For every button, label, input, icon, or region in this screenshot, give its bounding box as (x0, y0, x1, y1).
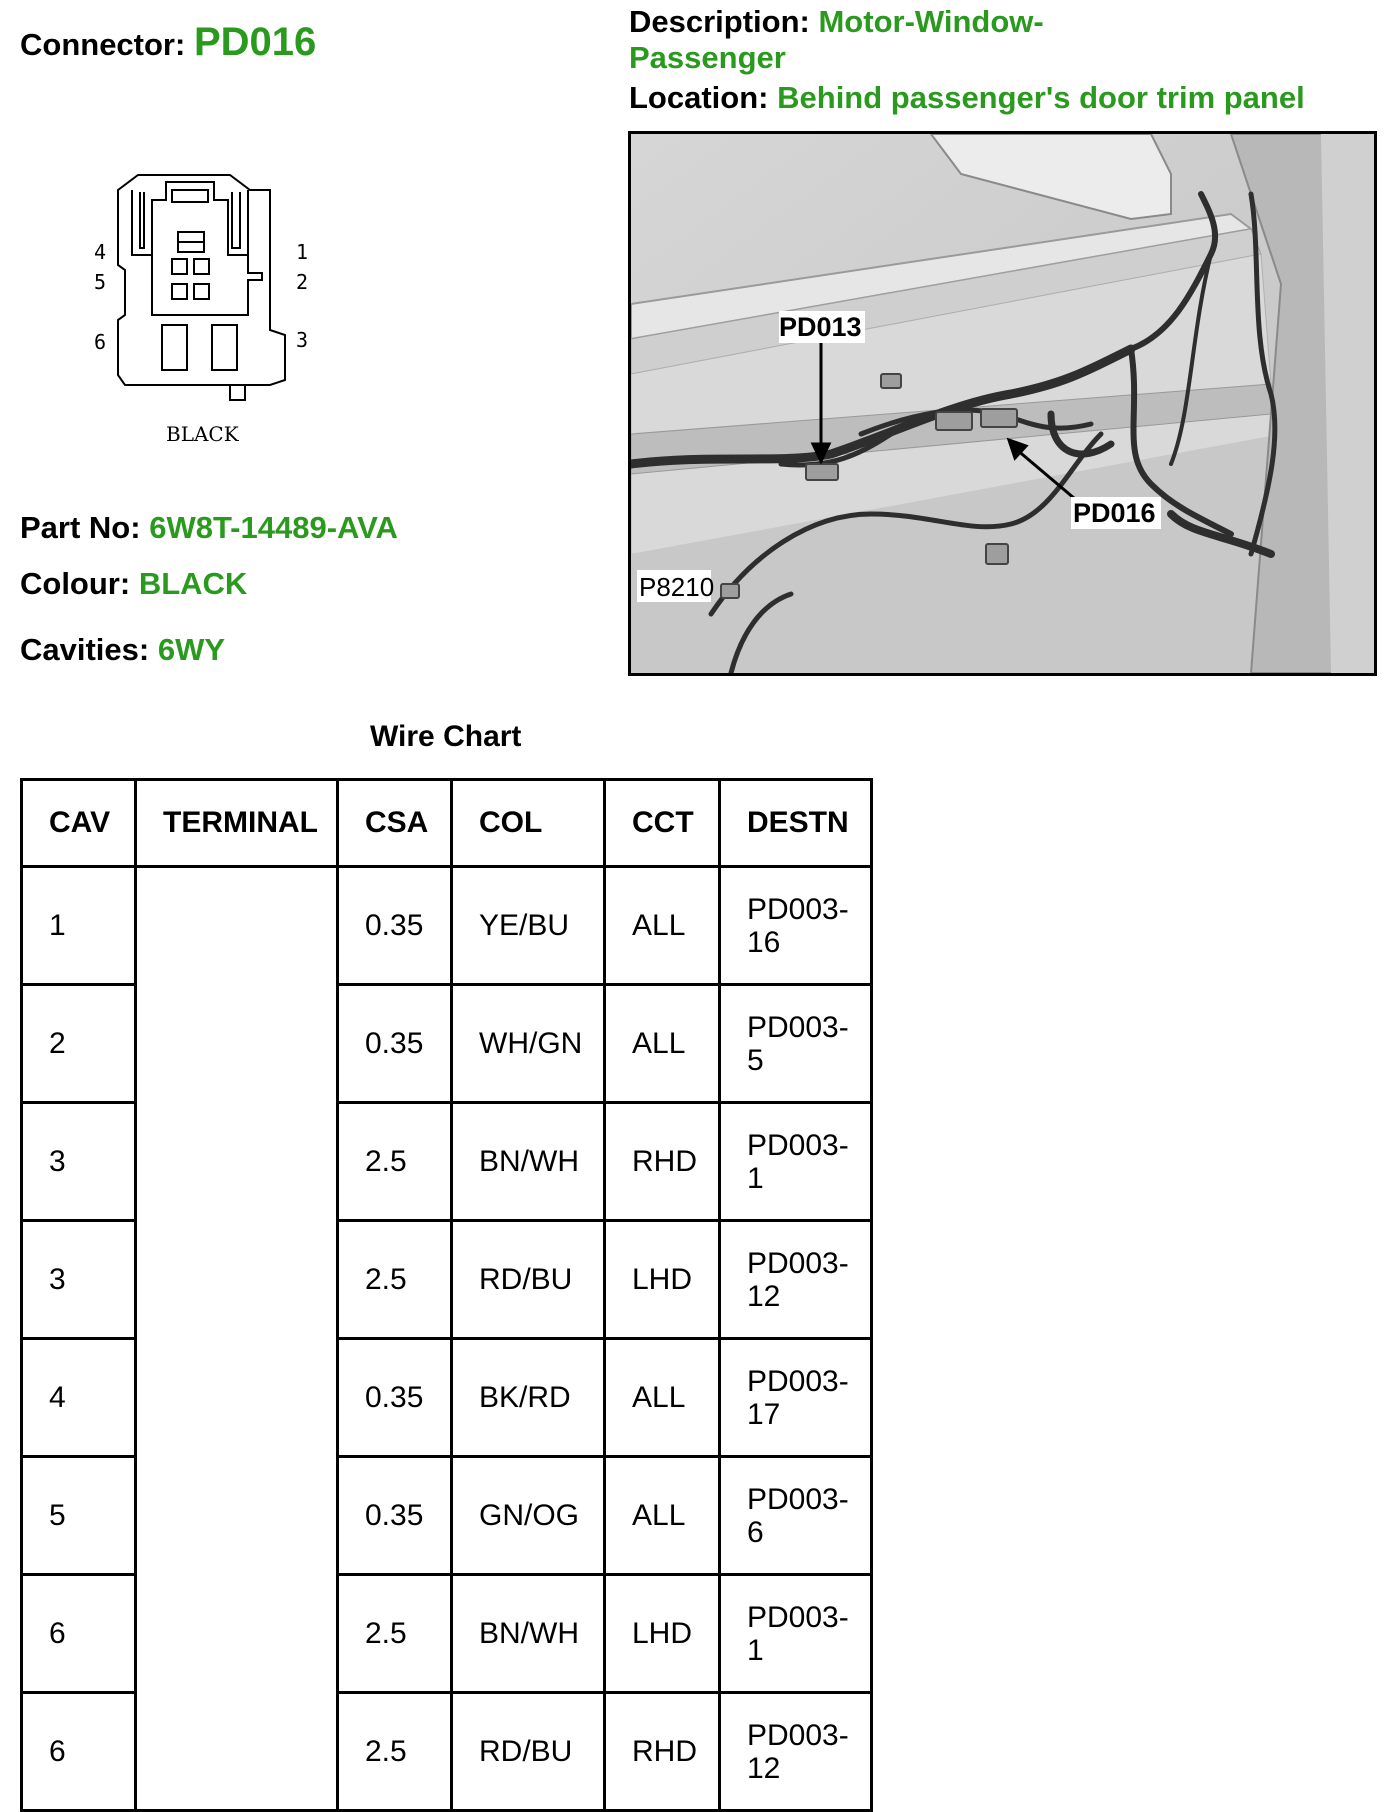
header-csa: CSA (338, 780, 452, 867)
table-row (22, 1693, 872, 1811)
cell-csa: 0.35 (338, 1339, 452, 1457)
cell-csa: 2.5 (338, 1103, 452, 1221)
cell-destn: PD003-6 (720, 1457, 872, 1575)
location-label: Location: (629, 80, 769, 115)
colour-value: BLACK (138, 566, 248, 601)
header-terminal: TERMINAL (136, 780, 338, 867)
pin-label-2: 2 (296, 270, 309, 294)
cell-csa: 0.35 (338, 1457, 452, 1575)
connector-label: Connector: (20, 27, 186, 62)
header-col: COL (452, 780, 605, 867)
header-cct: CCT (605, 780, 720, 867)
location-photo (628, 131, 1377, 676)
cell-cct: LHD (605, 1575, 720, 1693)
table-row (22, 1221, 872, 1339)
pin-label-1: 1 (296, 240, 309, 264)
cell-csa: 2.5 (338, 1693, 452, 1811)
cell-col: YE/BU (452, 867, 605, 985)
table-header-row (22, 780, 872, 867)
connector-outline-drawing (80, 160, 350, 460)
pin-label-3: 3 (296, 328, 309, 352)
cell-cct: LHD (605, 1221, 720, 1339)
cell-csa: 0.35 (338, 867, 452, 985)
cell-cct: ALL (605, 1339, 720, 1457)
cell-terminal (136, 1693, 338, 1811)
cell-destn: PD003-12 (720, 1221, 872, 1339)
part-number-field (20, 510, 398, 546)
cell-terminal (136, 1103, 338, 1221)
cell-csa: 2.5 (338, 1575, 452, 1693)
header-destn: DESTN (720, 780, 872, 867)
cell-col: BN/WH (452, 1103, 605, 1221)
cell-cav: 3 (22, 1221, 136, 1339)
cell-col: WH/GN (452, 985, 605, 1103)
part-number-value: 6W8T-14489-AVA (149, 510, 398, 545)
description-label: Description: (629, 4, 810, 39)
cavities-label: Cavities: (20, 632, 150, 667)
cell-cct: ALL (605, 985, 720, 1103)
colour-label: Colour: (20, 566, 131, 601)
cell-terminal (136, 867, 338, 985)
cell-destn: PD003-17 (720, 1339, 872, 1457)
cell-terminal (136, 1457, 338, 1575)
location-field (629, 80, 1305, 116)
photo-reference: P8210 (639, 572, 715, 602)
cell-destn: PD003-1 (720, 1575, 872, 1693)
cell-cav: 2 (22, 985, 136, 1103)
connector-value: PD016 (193, 20, 317, 64)
cell-col: GN/OG (452, 1457, 605, 1575)
connector-pinout-diagram (80, 160, 350, 460)
cell-cav: 6 (22, 1575, 136, 1693)
table-row (22, 1575, 872, 1693)
cell-cav: 5 (22, 1457, 136, 1575)
cell-cct: ALL (605, 1457, 720, 1575)
header-cav: CAV (22, 780, 136, 867)
table-row (22, 985, 872, 1103)
cell-cct: RHD (605, 1693, 720, 1811)
callout-pd016: PD016 (1073, 498, 1156, 528)
cell-csa: 2.5 (338, 1221, 452, 1339)
cell-cct: RHD (605, 1103, 720, 1221)
cell-cav: 1 (22, 867, 136, 985)
cell-col: RD/BU (452, 1221, 605, 1339)
cell-col: RD/BU (452, 1693, 605, 1811)
table-row (22, 867, 872, 985)
cell-terminal (136, 985, 338, 1103)
cell-cct: ALL (605, 867, 720, 985)
cell-col: BK/RD (452, 1339, 605, 1457)
cell-terminal (136, 1575, 338, 1693)
colour-field (20, 566, 247, 602)
connector-field (20, 20, 316, 65)
cell-cav: 3 (22, 1103, 136, 1221)
door-harness-illustration (631, 134, 1374, 673)
wire-chart-title: Wire Chart (370, 720, 522, 753)
cell-destn: PD003-16 (720, 867, 872, 985)
cell-destn: PD003-5 (720, 985, 872, 1103)
cell-col: BN/WH (452, 1575, 605, 1693)
cavities-field (20, 632, 225, 668)
pin-label-4: 4 (94, 240, 107, 264)
part-number-label: Part No: (20, 510, 141, 545)
wire-chart-table (20, 778, 873, 1812)
cell-destn: PD003-12 (720, 1693, 872, 1811)
pin-label-5: 5 (94, 270, 107, 294)
description-value: Motor-Window-Passenger (629, 4, 1044, 75)
cell-destn: PD003-1 (720, 1103, 872, 1221)
cell-cav: 4 (22, 1339, 136, 1457)
callout-pd013: PD013 (779, 312, 862, 342)
cell-terminal (136, 1221, 338, 1339)
cell-cav: 6 (22, 1693, 136, 1811)
cell-terminal (136, 1339, 338, 1457)
location-value: Behind passenger's door trim panel (777, 80, 1305, 115)
pinout-colour-label: BLACK (166, 422, 239, 446)
cell-csa: 0.35 (338, 985, 452, 1103)
table-row (22, 1339, 872, 1457)
table-row (22, 1457, 872, 1575)
cavities-value: 6WY (157, 632, 226, 667)
pin-label-6: 6 (94, 330, 107, 354)
description-field (629, 4, 1149, 76)
table-row (22, 1103, 872, 1221)
